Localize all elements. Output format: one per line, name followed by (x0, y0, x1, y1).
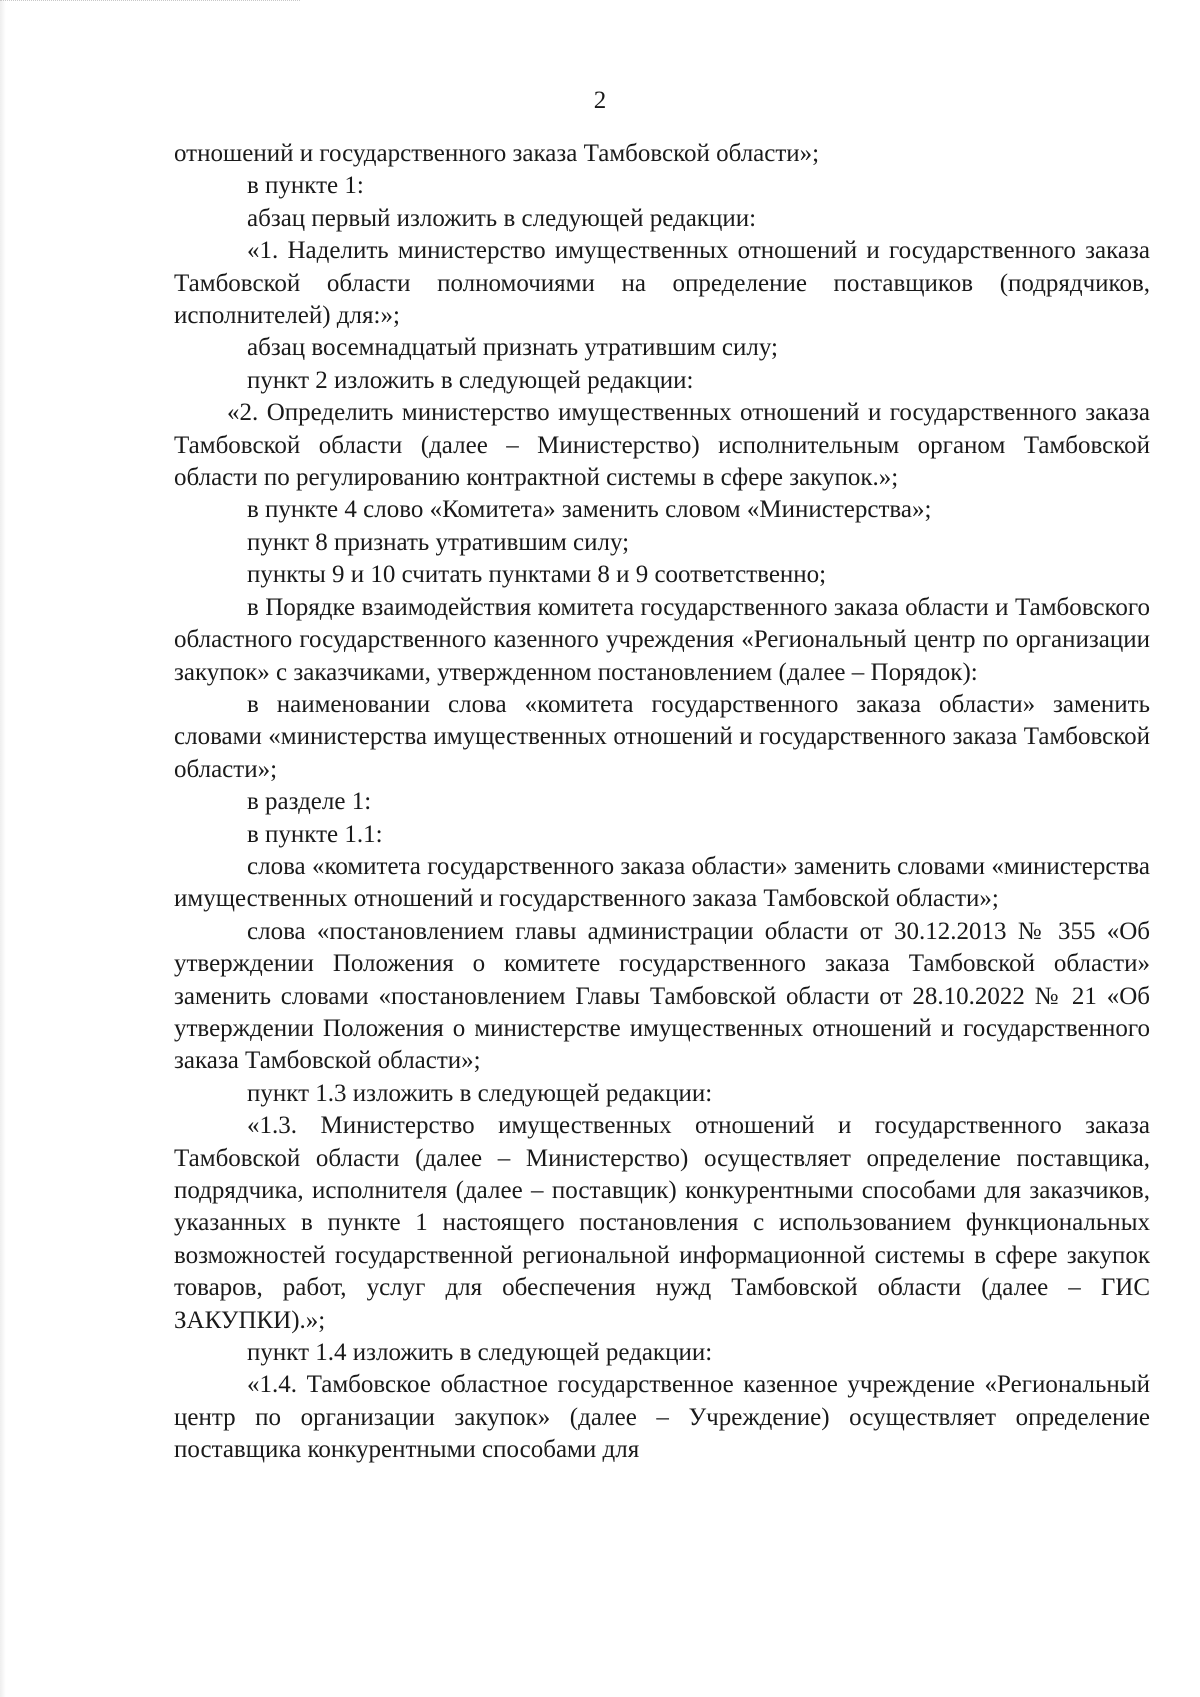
paragraph: отношений и государственного заказа Тамбовской области»; (174, 140, 820, 167)
paragraph: в пункте 4 слово «Комитета» заменить словом «Министерства»; (247, 496, 932, 524)
paragraph: в разделе 1: (247, 788, 372, 816)
paragraph: в пункте 1.1: (247, 820, 383, 848)
paragraph: «1. Наделить министерство имущественных отношений и государственного заказа Тамбовской области полномочиями на определение поставщиков (подрядчиков, исполнителей) для:»; (174, 237, 1150, 330)
paragraph: в наименовании слова «комитета государственного заказа области» заменить словами «министерства имущественных отношений и государственного заказа Тамбовской области»; (174, 690, 1150, 783)
paragraph: абзац восемнадцатый признать утратившим силу; (247, 334, 778, 362)
paragraph: пункт 8 признать утратившим силу; (247, 528, 630, 556)
paragraph: слова «комитета государственного заказа области» заменить словами «министерства имущественных отношений и государственного заказа Тамбовской области»; (174, 852, 1150, 913)
paragraph: в Порядке взаимодействия комитета государственного заказа области и Тамбовского областного государственного казенного учреждения «Региональный центр по организации закупок» с заказчиками, утвержденном постановлением (далее – Порядок): (174, 593, 1150, 686)
scan-artifact (0, 0, 300, 15)
paragraph: пункт 2 изложить в следующей редакции: (247, 366, 694, 394)
paragraph: «1.3. Министерство имущественных отношений и государственного заказа Тамбовской области (далее – Министерство) осуществляет определение поставщика, подрядчика, исполнителя (далее – поставщик) конкурентными способами для заказчиков, указанных в пункте 1 настоящего постановления с использованием функциональных возможностей государственной региональной информационной системы в сфере закупок товаров, работ, услуг для обеспечения нужд Тамбовской области (далее – ГИС ЗАКУПКИ).»; (174, 1112, 1150, 1334)
paragraph: абзац первый изложить в следующей редакции: (247, 204, 757, 232)
document-body (174, 138, 1150, 1467)
paragraph: пункт 1.3 изложить в следующей редакции: (247, 1079, 713, 1107)
paragraph: «2. Определить министерство имущественных отношений и государственного заказа Тамбовской области (далее – Министерство) исполнительным органом Тамбовской области по регулированию контрактной системы в сфере закупок.»; (174, 399, 1150, 492)
paragraph: слова «постановлением главы администрации области от 30.12.2013 № 355 «Об утверждении Положения о комитете государственного заказа Тамбовской области» заменить словами «постановлением Главы Тамбовской области от 28.10.2022 № 21 «Об утверждении Положения о министерстве имущественных отношений и государственного заказа Тамбовской области»; (174, 917, 1150, 1075)
paragraph: в пункте 1: (247, 172, 364, 200)
paragraph: пункты 9 и 10 считать пунктами 8 и 9 соответственно; (247, 561, 827, 589)
scan-edge (0, 0, 6, 1697)
paragraph: «1.4. Тамбовское областное государственное казенное учреждение «Региональный центр по организации закупок» (далее – Учреждение) осуществляет определение поставщика конкурентными способами для (174, 1371, 1150, 1464)
page-number: 2 (593, 87, 607, 114)
paragraph: пункт 1.4 изложить в следующей редакции: (247, 1339, 713, 1367)
